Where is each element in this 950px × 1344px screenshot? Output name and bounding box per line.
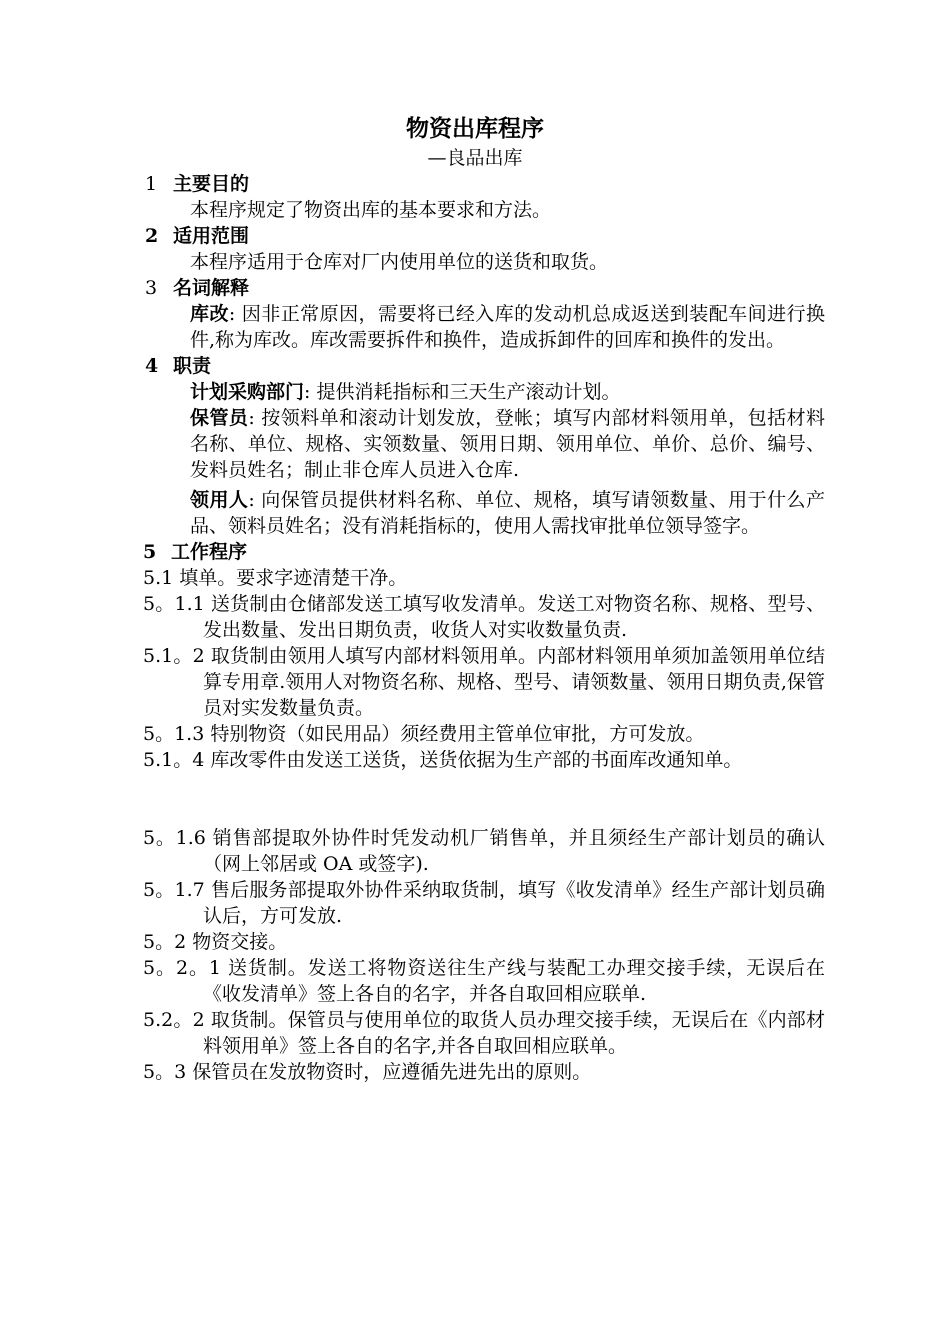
term-label: 库改 (190, 303, 229, 325)
section-number: 2 (145, 225, 159, 247)
section-heading (145, 353, 825, 379)
section-number: 3 (145, 277, 158, 299)
section-heading (143, 539, 825, 565)
section-2 (145, 223, 825, 275)
procedure-line: 5。1.3 特别物资（如民用品）须经费用主管单位审批，方可发放。 (143, 723, 705, 745)
section-title: 主要目的 (173, 173, 250, 195)
responsibility-item (145, 405, 825, 483)
procedure-line: 5。2 物资交接。 (143, 931, 288, 953)
procedure-line: 5.1。2 取货制由领用人填写内部材料领用单。内部材料领用单须加盖领用单位结算专用章.领用人对物资名称、规格、型号、请领数量、领用日期负责,保管员对实发数量负责。 (143, 645, 825, 719)
section-4 (145, 353, 825, 539)
procedure-line: 5.1。4 库改零件由发送工送货，送货依据为生产部的书面库改通知单。 (143, 749, 743, 771)
definition-text: : 因非正常原因，需要将已经入库的发动机总成返送到装配车间进行换件,称为库改。库改需要拆件和换件，造成拆卸件的回库和换件的发出。 (190, 303, 825, 351)
responsibility-item (145, 379, 825, 405)
section-3 (145, 275, 825, 353)
section-title: 工作程序 (171, 541, 248, 563)
section-heading (145, 223, 825, 249)
document-body (145, 171, 825, 1085)
procedure-line: 5。1.6 销售部提取外协件时凭发动机厂销售单，并且须经生产部计划员的确认（网上邻居或 OA 或签字). (143, 827, 825, 875)
procedure-line: 5。2。1 送货制。发送工将物资送往生产线与装配工办理交接手续，无误后在《收发清单》签上各自的名字，并各自取回相应联单. (143, 957, 825, 1005)
responsibility-text: : 提供消耗指标和三天生产滚动计划。 (304, 381, 621, 403)
section-1 (145, 171, 825, 223)
responsibility-text: : 按领料单和滚动计划发放，登帐；填写内部材料领用单，包括材料名称、单位、规格、实领数量、领用日期、领用单位、单价、总价、编号、发料员姓名；制止非仓库人员进入仓库. (190, 407, 825, 481)
term-label: 计划采购部门 (190, 381, 305, 403)
section-text: 本程序适用于仓库对厂内使用单位的送货和取货。 (190, 251, 609, 273)
procedure-line: 5.2。2 取货制。保管员与使用单位的取货人员办理交接手续，无误后在《内部材料领用单》签上各自的名字,并各自取回相应联单。 (143, 1009, 825, 1057)
section-title: 职责 (173, 355, 212, 377)
section-text: 本程序规定了物资出库的基本要求和方法。 (190, 199, 552, 221)
term-label: 保管员 (190, 407, 249, 429)
responsibility-item (145, 487, 825, 539)
procedure-line: 5。3 保管员在发放物资时，应遵循先进先出的原则。 (143, 1061, 592, 1083)
section-title: 名词解释 (173, 277, 250, 299)
responsibility-text: : 向保管员提供材料名称、单位、规格，填写请领数量、用于什么产品、领料员姓名；没有消耗指标的，使用人需找审批单位领导签字。 (190, 489, 825, 537)
procedure-line: 5。1.7 售后服务部提取外协件采纳取货制，填写《收发清单》经生产部计划员确认后，方可发放. (143, 879, 825, 927)
document-subtitle: —良品出库 (427, 147, 523, 169)
section-heading (145, 171, 825, 197)
section-title: 适用范围 (173, 225, 250, 247)
section-number: 1 (145, 173, 158, 195)
procedure-line: 5.1 填单。要求字迹清楚干净。 (143, 567, 408, 589)
section-number: 4 (145, 355, 159, 377)
procedure-line: 5。1.1 送货制由仓储部发送工填写收发清单。发送工对物资名称、规格、型号、发出数量、发出日期负责，收货人对实收数量负责. (143, 593, 825, 641)
section-heading (145, 275, 825, 301)
definition-paragraph (145, 301, 825, 353)
term-label: 领用人 (190, 489, 249, 511)
document-title: 物资出库程序 (406, 115, 544, 142)
section-5 (143, 539, 825, 1085)
section-number: 5 (143, 541, 157, 563)
